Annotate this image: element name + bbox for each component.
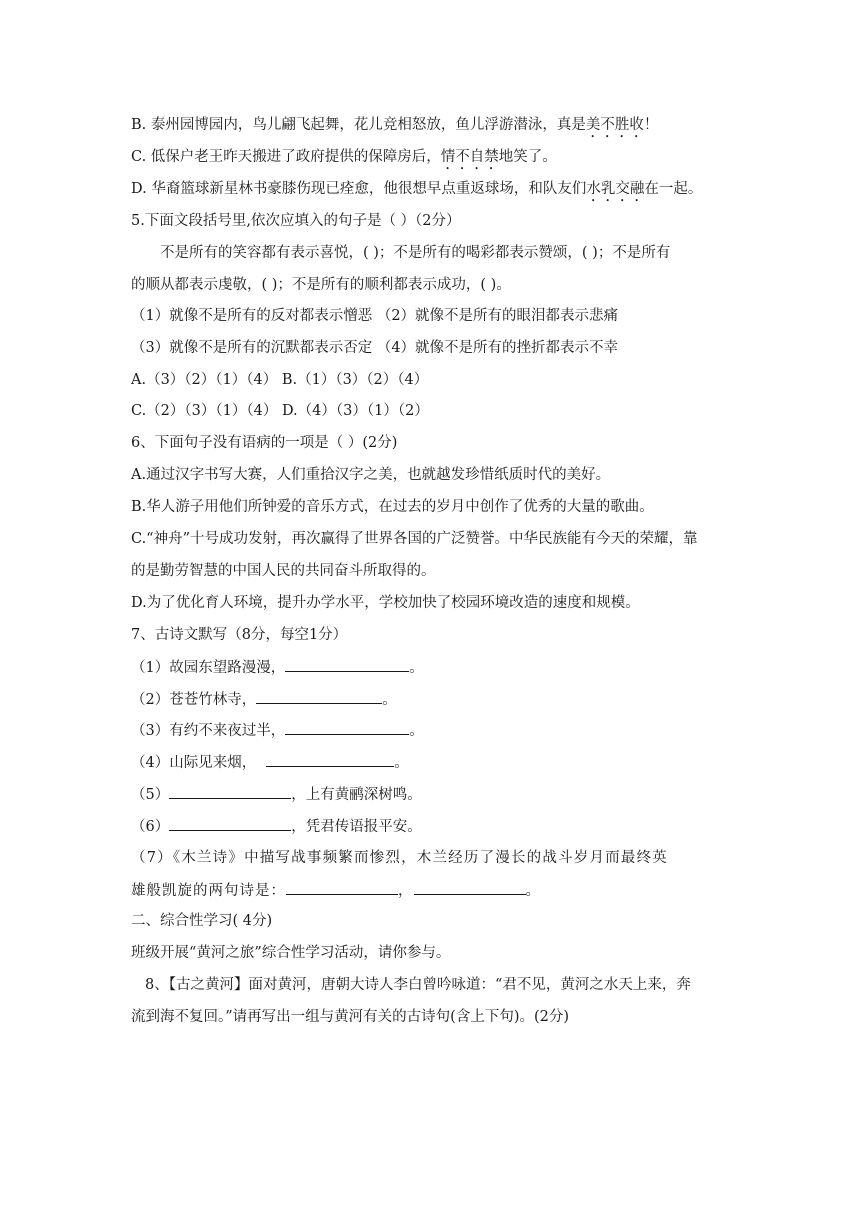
q8-stem-cont: 流到海不复回。”请再写出一组与黄河有关的古诗句(含上下句)。(2分) (131, 1009, 570, 1025)
emphasized-phrase: 美不胜收 (585, 117, 644, 133)
answer-blank[interactable] (169, 815, 291, 831)
q5-choice-line: （1）就像不是所有的反对都表示憎恶 （2）就像不是所有的眼泪都表示悲痛 (131, 308, 619, 324)
answer-blank[interactable] (169, 783, 291, 799)
q7-item-7-cont: 雄般凯旋的两句诗是： ， 。 (131, 879, 741, 902)
q7-item-6: （6） ，凭君传语报平安。 (131, 815, 741, 838)
q6-option-c-cont: 的是勤劳智慧的中国人民的共同奋斗所取得的。 (131, 563, 436, 579)
q5-stem: 5.下面文段括号里,依次应填入的句子是（ ）（2分） (131, 213, 461, 229)
q6-option-d: D.为了优化育人环境，提升办学水平，学校加快了校园环境改造的速度和规模。 (131, 595, 640, 611)
answer-blank[interactable] (266, 751, 394, 767)
q6-stem: 6、下面句子没有语病的一项是（ ）(2分) (131, 435, 398, 451)
q6-option-a: A.通过汉字书写大赛，人们重拾汉字之美，也就越发珍惜纸质时代的美好。 (131, 467, 611, 483)
answer-blank[interactable] (285, 719, 409, 735)
answer-blank[interactable] (256, 688, 382, 704)
q5-choice-line: （3）就像不是所有的沉默都表示否定 （4）就像不是所有的挫折都表示不幸 (131, 340, 619, 356)
q4-option-c: C. 低保户老王昨天搬进了政府提供的保障房后，情不自禁地笑了。 (131, 149, 557, 165)
q8-stem: 8、【古之黄河】面对黄河，唐朝大诗人李白曾吟咏道：“君不见，黄河之水天上来，奔 (145, 977, 691, 993)
answer-blank[interactable] (285, 656, 409, 672)
q7-item-2: （2）苍苍竹林寺， 。 (131, 688, 741, 711)
q7-item-7: （7）《木兰诗》中描写战事频繁而惨烈，木兰经历了漫长的战斗岁月而最终英 (131, 850, 668, 866)
q7-item-3: （3）有约不来夜过半， 。 (131, 719, 741, 742)
q4-option-d: D. 华裔篮球新星林书豪膝伤现已痊愈，他很想早点重返球场，和队友们水乳交融在一起。 (131, 181, 703, 197)
emphasized-phrase: 水乳交融 (586, 181, 645, 197)
answer-blank[interactable] (414, 879, 526, 895)
answer-blank[interactable] (286, 879, 398, 895)
q6-option-c: C.“神舟”十号成功发射，再次赢得了世界各国的广泛赞誉。中华民族能有今天的荣耀，靠 (131, 531, 698, 547)
q7-stem: 7、古诗文默写（8分，每空1分） (131, 627, 348, 643)
q5-options-line: A.（3）（2）（1）（4） B.（1）（3）（2）（4） (131, 372, 429, 388)
q5-options-line: C.（2）（3）（1）（4） D.（4）（3）（1）（2） (131, 403, 429, 419)
q7-item-5: （5） ，上有黄鹂深树鸣。 (131, 783, 741, 806)
q6-option-b: B.华人游子用他们所钟爱的音乐方式，在过去的岁月中创作了优秀的大量的歌曲。 (131, 499, 654, 515)
section-2-title: 二、综合性学习( 4分) (131, 913, 273, 929)
q5-passage-line: 不是所有的笑容都有表示喜悦，( )；不是所有的喝彩都表示赞颂，( )；不是所有 (160, 245, 671, 261)
q7-item-4: （4）山际见来烟， 。 (131, 751, 741, 774)
q4-option-b: B. 泰州园博园内，鸟儿翩飞起舞，花儿竞相怒放，鱼儿浮游潜泳，真是美不胜收！ (131, 117, 659, 133)
q7-item-1: （1）故园东望路漫漫， 。 (131, 656, 741, 679)
section-2-intro: 班级开展“黄河之旅”综合性学习活动，请你参与。 (131, 945, 451, 961)
q5-passage-line: 的顺从都表示虔敬，( )；不是所有的顺利都表示成功，( )。 (131, 277, 511, 293)
emphasized-phrase: 情不自禁 (440, 149, 499, 165)
